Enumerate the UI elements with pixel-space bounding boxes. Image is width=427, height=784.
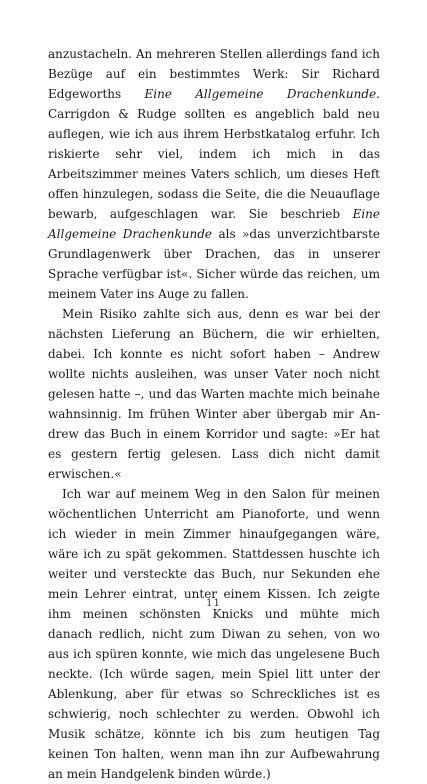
book-title: Eine Allgemeine Drachenkunde [144, 87, 377, 101]
text-segment: . Carrigdon & Rudge sollten es angeblich bald neu auflegen, wie ich aus ihrem Herbstkatalog erfuhr. Ich riskierte sehr viel, indem ich mich in das Arbeitszimmer meines Vaters schlich, um dieses Heft offen hinzulegen, sodass die Seite, die die Neuauflage bewarb, aufgeschlagen war. Sie beschrieb [48, 87, 380, 221]
paragraph-3 [48, 484, 380, 784]
text-segment: als »das unverzichtbarste Grundlagenwerk über Drachen, das in unserer Sprache verfügbar ist«. Sicher würde das reichen, um meinem Vater ins Auge zu fallen. [48, 227, 381, 301]
paragraph-1 [48, 44, 380, 304]
page-number: 11 [206, 598, 221, 609]
book-page [48, 44, 381, 781]
text-segment: Mein Risiko zahlte sich aus, denn es war bei der nächsten Lieferung an Büchern, die wir erhielten, dabei. Ich konnte es nicht sofort haben – Andrew wollte nichts ausleihen, was unser Vater noch nicht gelesen hatte –, und das Warten machte mich beinahe wahnsinnig. Im frühen Winter aber übergab mir Andrew das Buch in einem Korridor und sagte: »Er hat es gestern fertig gelesen. Lass dich nicht damit erwischen.« [48, 307, 380, 481]
paragraph-2 [48, 304, 380, 484]
text-segment: Ich war auf meinem Weg in den Salon für meinen wöchentlichen Unterricht am Pianoforte, und wenn ich wieder in mein Zimmer hinaufgegangen wäre, wäre ich zu spät gekommen. Stattdessen huschte ich weiter und versteckte das Buch, nur Sekunden ehe mein Lehrer eintrat, unter einem Kissen. Ich zeigte ihm meinen schönsten Knicks und mühte mich danach redlich, nicht zum Diwan zu sehen, von wo aus ich spüren konnte, wie mich das ungelesene Buch neckte. (Ich würde sagen, mein Spiel litt unter der Ablenkung, aber für etwas so Schreckliches ist es schwierig, noch schlechter zu werden. Obwohl ich Musik schätze, könnte ich bis zum heutigen Tag keinen Ton halten, wenn man ihn zur Aufbewahrung an mein Handgelenk binden würde.) [48, 487, 380, 781]
text-segment: anzustacheln. An mehreren Stellen allerdings fand ich Bezüge auf ein bestimmtes Werk: Sir Richard Edgeworths [48, 47, 380, 101]
book-title: Eine Allgemeine Drachenkunde [48, 207, 380, 241]
